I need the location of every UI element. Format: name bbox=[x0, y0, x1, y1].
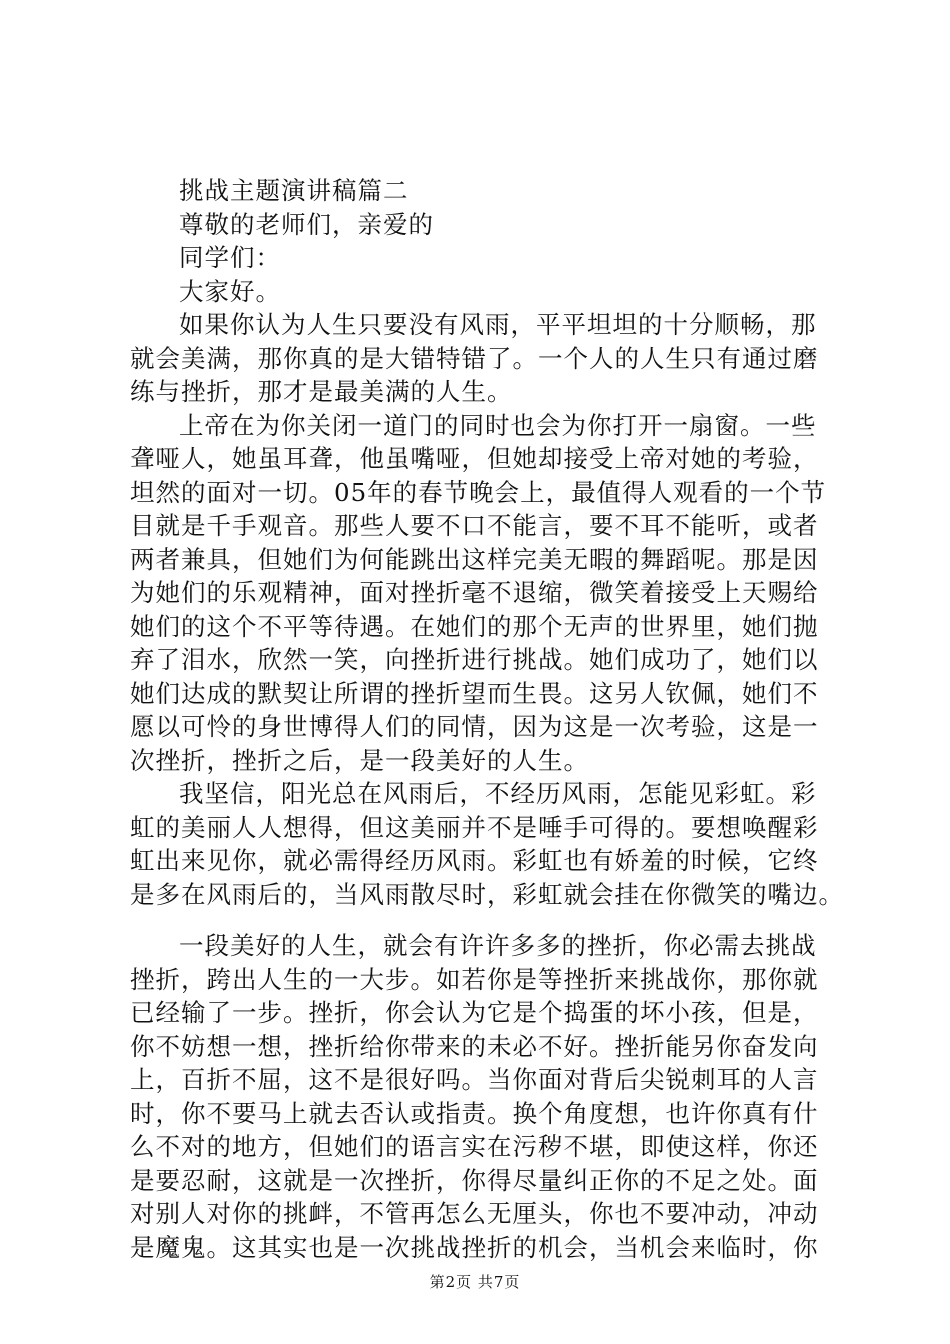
paragraph-line: 弃了泪水，欣然一笑，向挫折进行挑战。她们成功了，她们以 bbox=[130, 645, 819, 674]
paragraph-line: 次挫折，挫折之后，是一段美好的人生。 bbox=[130, 745, 589, 775]
paragraph-spacer bbox=[130, 911, 830, 929]
paragraph-line: 虹出来见你，就必需得经历风雨。彩虹也有娇羞的时候，它终 bbox=[130, 846, 819, 875]
paragraph-line: 愿以可怜的身世博得人们的同情，因为这是一次考验，这是一 bbox=[130, 712, 819, 741]
paragraph bbox=[130, 929, 830, 1264]
paragraph-line: 她们的这个不平等待遇。在她们的那个无声的世界里，她们抛 bbox=[130, 611, 819, 641]
paragraph-line: 挫折，跨出人生的一大步。如若你是等挫折来挑战你，那你就 bbox=[130, 964, 819, 994]
page-number: 第2页 共7页 bbox=[429, 1273, 521, 1291]
paragraph-line: 一段美好的人生，就会有许许多多的挫折，你必需去挑战 bbox=[179, 931, 817, 960]
document-title: 挑战主题演讲稿篇二 bbox=[179, 176, 409, 205]
paragraph-line: 坦然的面对一切。05年的春节晚会上，最值得人观看的一个节 bbox=[130, 477, 827, 507]
paragraph bbox=[130, 409, 830, 778]
paragraph-line: 已经输了一步。挫折，你会认为它是个捣蛋的坏小孩，但是， bbox=[130, 998, 819, 1027]
paragraph-line: 她们达成的默契让所谓的挫折望而生畏。这另人钦佩，她们不 bbox=[130, 678, 819, 708]
paragraph bbox=[130, 777, 844, 911]
paragraph-line: 为她们的乐观精神，面对挫折毫不退缩，微笑着接受上天赐给 bbox=[130, 578, 819, 607]
paragraph-line: 上，百折不屈，这不是很好吗。当你面对背后尖锐刺耳的人言 bbox=[130, 1065, 819, 1094]
paragraph-line: 是要忍耐，这就是一次挫折，你得尽量纠正你的不足之处。面 bbox=[130, 1165, 819, 1195]
paragraph-line: 上帝在为你关闭一道门的同时也会为你打开一扇窗。一些 bbox=[179, 410, 817, 440]
paragraph-line: 目就是千手观音。那些人要不口不能言，要不耳不能听，或者 bbox=[130, 511, 819, 540]
paragraph bbox=[130, 308, 830, 409]
paragraph-line: 如果你认为人生只要没有风雨，平平坦坦的十分顺畅，那 bbox=[179, 310, 817, 339]
greeting-line: 尊敬的老师们，亲爱的 bbox=[179, 209, 434, 239]
paragraph-line: 两者兼具，但她们为何能跳出这样完美无暇的舞蹈呢。那是因 bbox=[130, 544, 819, 574]
paragraph-line: 就会美满，那你真的是大错特错了。一个人的人生只有通过磨 bbox=[130, 343, 819, 373]
paragraph-line: 时，你不要马上就去否认或指责。换个角度想，也许你真有什 bbox=[130, 1098, 819, 1128]
paragraph-line: 练与挫折，那才是最美满的人生。 bbox=[130, 377, 513, 406]
page-footer bbox=[0, 1272, 950, 1292]
paragraph-line: 是多在风雨后的，当风雨散尽时，彩虹就会挂在你微笑的嘴边。 bbox=[130, 879, 844, 909]
paragraph-line: 么不对的地方，但她们的语言实在污秽不堪，即使这样，你还 bbox=[130, 1132, 819, 1161]
paragraph-line: 我坚信，阳光总在风雨后，不经历风雨，怎能见彩虹。彩 bbox=[179, 779, 817, 808]
salutation: 大家好。 bbox=[179, 276, 281, 306]
paragraph-line: 虹的美丽人人想得，但这美丽并不是唾手可得的。要想唤醒彩 bbox=[130, 812, 819, 842]
paragraph-line: 对别人对你的挑衅，不管再怎么无厘头，你也不要冲动，冲动 bbox=[130, 1199, 819, 1228]
paragraph-line: 聋哑人，她虽耳聋，他虽嘴哑，但她却接受上帝对她的考验， bbox=[130, 444, 819, 473]
greeting-line: 同学们： bbox=[179, 243, 281, 272]
paragraph-line: 是魔鬼。这其实也是一次挑战挫折的机会，当机会来临时，你 bbox=[130, 1232, 819, 1262]
document-body bbox=[130, 174, 844, 1264]
paragraph-line: 你不妨想一想，挫折给你带来的未必不好。挫折能另你奋发向 bbox=[130, 1031, 819, 1061]
